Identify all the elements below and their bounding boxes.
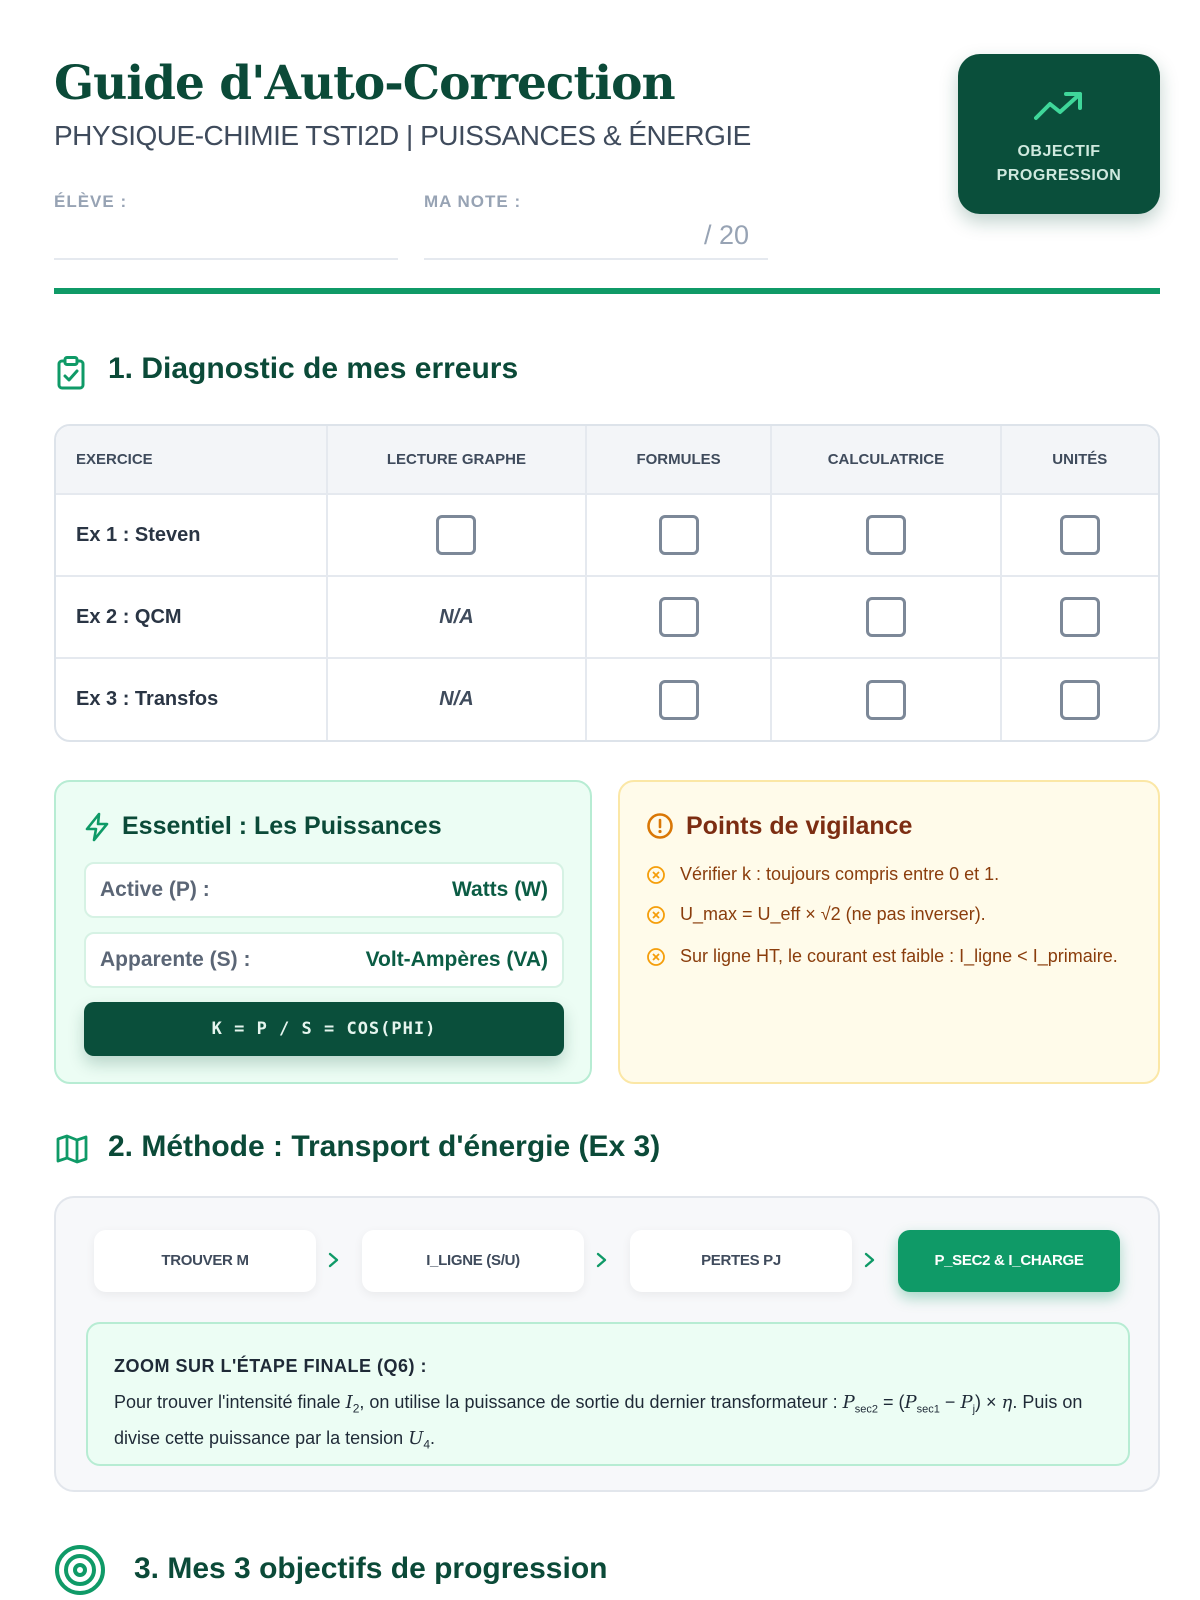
col-exercice: EXERCICE xyxy=(56,426,327,494)
vigilance-card xyxy=(618,780,1160,1084)
col-formules: FORMULES xyxy=(586,426,771,494)
section-2-title: 2. Méthode : Transport d'énergie (Ex 3) xyxy=(108,1130,661,1163)
diagnostic-table xyxy=(54,424,1160,742)
checkbox-unites-ex3[interactable] xyxy=(1060,680,1100,720)
method-box xyxy=(54,1196,1160,1492)
row-label: Ex 1 : Steven xyxy=(56,494,327,576)
row-label: Ex 3 : Transfos xyxy=(56,658,327,740)
checkbox-graph-ex1[interactable] xyxy=(436,515,476,555)
checkbox-calculatrice-ex2[interactable] xyxy=(866,597,906,637)
header-divider xyxy=(54,288,1160,294)
objective-badge xyxy=(958,54,1160,214)
chevron-right-icon xyxy=(326,1246,342,1274)
power-label: Apparente (S) : xyxy=(100,948,251,971)
table-row xyxy=(56,576,1158,658)
student-field[interactable] xyxy=(54,258,398,260)
student-label: ÉLÈVE : xyxy=(54,192,128,211)
vigilance-text: U_max = U_eff × √2 (ne pas inverser). xyxy=(680,904,986,924)
badge-line-1: OBJECTIF xyxy=(1017,143,1101,160)
checkbox-calculatrice-ex3[interactable] xyxy=(866,680,906,720)
zoom-final-step xyxy=(86,1322,1130,1466)
map-icon xyxy=(56,1134,88,1164)
power-unit: Volt-Ampères (VA) xyxy=(365,948,548,971)
table-header-row xyxy=(56,426,1158,494)
step-3: PERTES PJ xyxy=(630,1230,852,1292)
target-icon xyxy=(54,1544,106,1596)
row-label: Ex 2 : QCM xyxy=(56,576,327,658)
x-circle-icon xyxy=(646,865,666,885)
grade-field[interactable] xyxy=(424,258,768,260)
table-row xyxy=(56,658,1158,740)
col-lecture-graphe: LECTURE GRAPHE xyxy=(327,426,586,494)
col-calculatrice: CALCULATRICE xyxy=(771,426,1000,494)
table-row xyxy=(56,494,1158,576)
col-unites: UNITÉS xyxy=(1001,426,1158,494)
power-unit: Watts (W) xyxy=(451,878,548,901)
trending-up-icon xyxy=(1034,90,1084,124)
power-apparent-row xyxy=(84,932,564,988)
grade-label: MA NOTE : xyxy=(424,192,522,211)
vigilance-text: Sur ligne HT, le courant est faible : I_ligne < I_primaire. xyxy=(680,946,1118,966)
graph-na: N/A xyxy=(327,658,586,740)
step-4-active: P_SEC2 & I_CHARGE xyxy=(898,1230,1120,1292)
clipboard-check-icon xyxy=(56,356,86,390)
checkbox-formules-ex1[interactable] xyxy=(659,515,699,555)
x-circle-icon xyxy=(646,947,666,967)
power-active-row xyxy=(84,862,564,918)
essentiel-card xyxy=(54,780,592,1084)
checkbox-unites-ex1[interactable] xyxy=(1060,515,1100,555)
zoom-text: Pour trouver l'intensité finale $I_2$, on utilise la puissance de sortie du dernier transformateur : $P_{sec2} = (P_{sec1} - P_j) \times \eta$. Puis on divise cette puissance par la tension $U_4$. xyxy=(114,1392,1083,1452)
page-subtitle: PHYSIQUE-CHIMIE TSTI2D | PUISSANCES & ÉNERGIE xyxy=(54,120,751,151)
vigilance-title: Points de vigilance xyxy=(686,812,913,840)
graph-na: N/A xyxy=(327,576,586,658)
step-2: I_LIGNE (S/U) xyxy=(362,1230,584,1292)
checkbox-formules-ex2[interactable] xyxy=(659,597,699,637)
chevron-right-icon xyxy=(594,1246,610,1274)
chevron-right-icon xyxy=(862,1246,878,1274)
grade-suffix: / 20 xyxy=(704,220,750,250)
section-1-title: 1. Diagnostic de mes erreurs xyxy=(108,352,519,385)
checkbox-unites-ex2[interactable] xyxy=(1060,597,1100,637)
checkbox-calculatrice-ex1[interactable] xyxy=(866,515,906,555)
lightning-icon xyxy=(84,812,110,842)
page-title: Guide d'Auto-Correction xyxy=(54,56,675,111)
vigilance-text: Vérifier k : toujours compris entre 0 et 1. xyxy=(680,864,1000,884)
header xyxy=(54,54,1160,294)
essentiel-title: Essentiel : Les Puissances xyxy=(122,812,442,840)
x-circle-icon xyxy=(646,905,666,925)
power-label: Active (P) : xyxy=(100,878,210,901)
alert-circle-icon xyxy=(646,812,674,840)
section-3-title: 3. Mes 3 objectifs de progression xyxy=(134,1552,608,1585)
badge-line-2: PROGRESSION xyxy=(996,167,1122,184)
step-1: TROUVER M xyxy=(94,1230,316,1292)
zoom-title: ZOOM SUR L'ÉTAPE FINALE (Q6) : xyxy=(114,1356,427,1376)
checkbox-formules-ex3[interactable] xyxy=(659,680,699,720)
power-factor-formula: K = P / S = COS(PHI) xyxy=(84,1002,564,1056)
